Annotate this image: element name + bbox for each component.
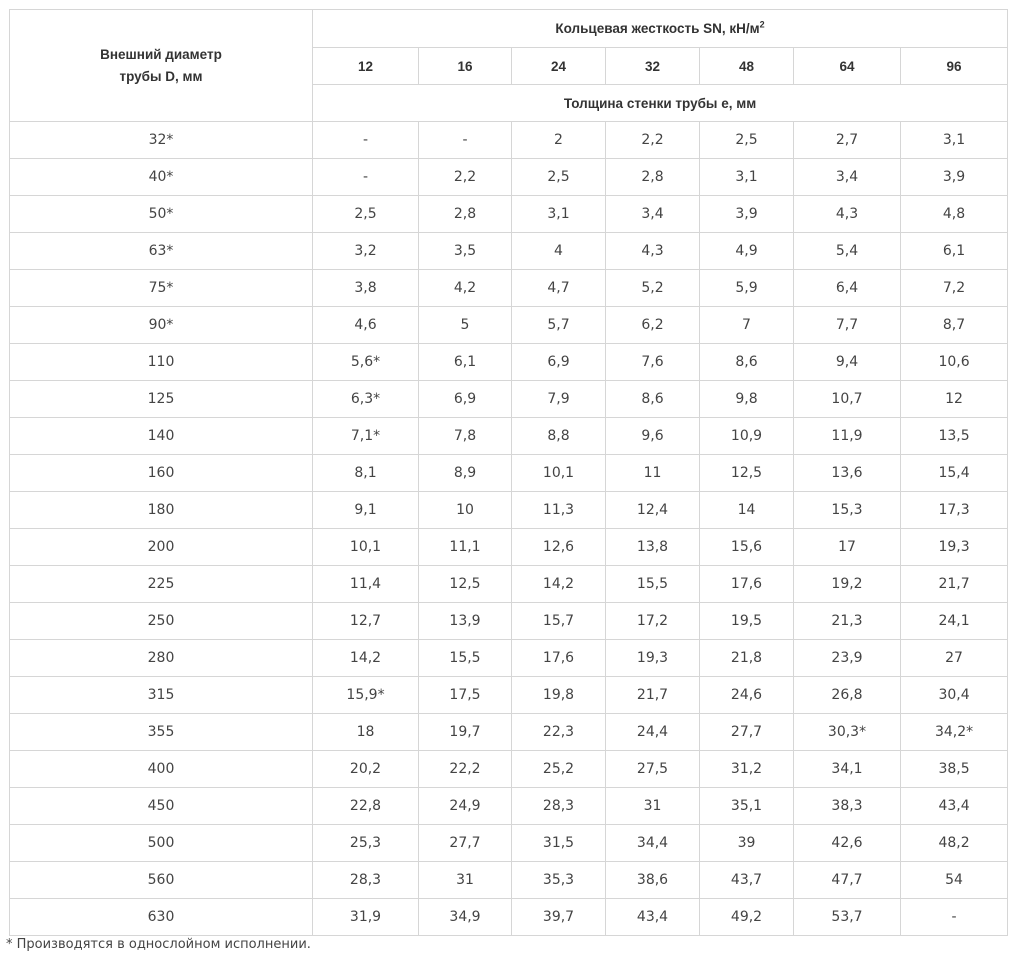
thickness-cell: 6,4	[794, 270, 901, 307]
thickness-cell: 8,8	[512, 418, 606, 455]
thickness-cell: 6,3*	[313, 381, 419, 418]
diameter-cell: 225	[10, 566, 313, 603]
table-header	[10, 10, 1008, 122]
diameter-cell: 180	[10, 492, 313, 529]
thickness-cell: 9,6	[606, 418, 700, 455]
thickness-cell: 24,1	[901, 603, 1008, 640]
table-row	[10, 196, 1008, 233]
thickness-cell: 30,3*	[794, 714, 901, 751]
thickness-cell: 43,4	[901, 788, 1008, 825]
thickness-cell: 3,1	[512, 196, 606, 233]
thickness-cell: 5,2	[606, 270, 700, 307]
thickness-cell: 24,9	[419, 788, 512, 825]
thickness-cell: 35,3	[512, 862, 606, 899]
thickness-cell: 13,6	[794, 455, 901, 492]
thickness-cell: 14	[700, 492, 794, 529]
thickness-cell: 7,1*	[313, 418, 419, 455]
wall-thickness-header: Толщина стенки трубы е, мм	[313, 85, 1008, 122]
diameter-cell: 560	[10, 862, 313, 899]
thickness-cell: 10	[419, 492, 512, 529]
table-row	[10, 270, 1008, 307]
thickness-cell: 4,3	[794, 196, 901, 233]
stiffness-column-header: 48	[700, 48, 794, 85]
thickness-cell: 4,9	[700, 233, 794, 270]
stiffness-column-header: 12	[313, 48, 419, 85]
thickness-cell: 20,2	[313, 751, 419, 788]
thickness-cell: 5,4	[794, 233, 901, 270]
stiffness-column-header: 96	[901, 48, 1008, 85]
thickness-cell: 27,7	[700, 714, 794, 751]
thickness-cell: 22,2	[419, 751, 512, 788]
thickness-cell: 38,3	[794, 788, 901, 825]
thickness-cell: 9,8	[700, 381, 794, 418]
thickness-cell: 12,6	[512, 529, 606, 566]
thickness-cell: 15,5	[419, 640, 512, 677]
thickness-cell: 49,2	[700, 899, 794, 936]
thickness-cell: 15,6	[700, 529, 794, 566]
thickness-cell: 15,9*	[313, 677, 419, 714]
thickness-cell: 13,9	[419, 603, 512, 640]
thickness-cell: 12,5	[419, 566, 512, 603]
thickness-cell: -	[901, 899, 1008, 936]
thickness-cell: 6,1	[901, 233, 1008, 270]
thickness-cell: 10,1	[512, 455, 606, 492]
diameter-cell: 280	[10, 640, 313, 677]
table-row	[10, 788, 1008, 825]
diameter-cell: 50*	[10, 196, 313, 233]
thickness-cell: 2,2	[419, 159, 512, 196]
diameter-cell: 500	[10, 825, 313, 862]
thickness-cell: 42,6	[794, 825, 901, 862]
thickness-cell: 8,6	[606, 381, 700, 418]
thickness-cell: 34,9	[419, 899, 512, 936]
thickness-cell: 14,2	[512, 566, 606, 603]
table-row	[10, 381, 1008, 418]
thickness-cell: 11	[606, 455, 700, 492]
thickness-cell: 34,1	[794, 751, 901, 788]
thickness-cell: 48,2	[901, 825, 1008, 862]
table-row	[10, 677, 1008, 714]
thickness-cell: 3,1	[700, 159, 794, 196]
thickness-cell: 2,5	[700, 122, 794, 159]
diameter-cell: 160	[10, 455, 313, 492]
thickness-cell: 3,5	[419, 233, 512, 270]
thickness-cell: 12,5	[700, 455, 794, 492]
stiffness-column-header: 32	[606, 48, 700, 85]
thickness-cell: 43,4	[606, 899, 700, 936]
table-row	[10, 159, 1008, 196]
thickness-cell: 8,7	[901, 307, 1008, 344]
thickness-cell: 3,1	[901, 122, 1008, 159]
table-row	[10, 603, 1008, 640]
thickness-cell: 31,9	[313, 899, 419, 936]
table-row	[10, 455, 1008, 492]
thickness-cell: 26,8	[794, 677, 901, 714]
thickness-cell: 8,9	[419, 455, 512, 492]
thickness-cell: 27,5	[606, 751, 700, 788]
thickness-cell: 7,7	[794, 307, 901, 344]
thickness-cell: 4,2	[419, 270, 512, 307]
diameter-cell: 140	[10, 418, 313, 455]
thickness-cell: 4,7	[512, 270, 606, 307]
table-row	[10, 566, 1008, 603]
thickness-cell: 17,3	[901, 492, 1008, 529]
thickness-cell: 6,2	[606, 307, 700, 344]
thickness-cell: 19,2	[794, 566, 901, 603]
diameter-cell: 110	[10, 344, 313, 381]
pipe-wall-thickness-table	[9, 9, 1008, 936]
thickness-cell: 27	[901, 640, 1008, 677]
thickness-cell: 21,3	[794, 603, 901, 640]
thickness-cell: 13,8	[606, 529, 700, 566]
thickness-cell: 2,8	[606, 159, 700, 196]
thickness-cell: 2,2	[606, 122, 700, 159]
thickness-cell: 38,5	[901, 751, 1008, 788]
thickness-cell: 2,8	[419, 196, 512, 233]
stiffness-column-header: 64	[794, 48, 901, 85]
thickness-cell: 19,3	[901, 529, 1008, 566]
thickness-cell: 5,7	[512, 307, 606, 344]
diameter-cell: 90*	[10, 307, 313, 344]
table-row	[10, 899, 1008, 936]
thickness-cell: 10,7	[794, 381, 901, 418]
table-row	[10, 344, 1008, 381]
thickness-cell: 3,9	[700, 196, 794, 233]
thickness-cell: 11,1	[419, 529, 512, 566]
thickness-cell: 2,5	[512, 159, 606, 196]
thickness-cell: 24,4	[606, 714, 700, 751]
thickness-cell: 7	[700, 307, 794, 344]
thickness-cell: 23,9	[794, 640, 901, 677]
table-row	[10, 751, 1008, 788]
thickness-cell: 7,6	[606, 344, 700, 381]
thickness-cell: 25,3	[313, 825, 419, 862]
diameter-cell: 63*	[10, 233, 313, 270]
diameter-cell: 450	[10, 788, 313, 825]
table-body	[10, 122, 1008, 936]
table-row	[10, 640, 1008, 677]
thickness-cell: 27,7	[419, 825, 512, 862]
thickness-cell: 11,3	[512, 492, 606, 529]
table-row	[10, 825, 1008, 862]
thickness-cell: 31	[606, 788, 700, 825]
diameter-header-line1: Внешний диаметр	[100, 46, 222, 62]
thickness-cell: 19,5	[700, 603, 794, 640]
thickness-cell: 9,1	[313, 492, 419, 529]
thickness-cell: -	[313, 122, 419, 159]
thickness-cell: 17,5	[419, 677, 512, 714]
thickness-cell: 4,8	[901, 196, 1008, 233]
thickness-cell: 4,6	[313, 307, 419, 344]
thickness-cell: 12,4	[606, 492, 700, 529]
thickness-cell: 39,7	[512, 899, 606, 936]
thickness-cell: 31	[419, 862, 512, 899]
diameter-cell: 125	[10, 381, 313, 418]
thickness-cell: 7,2	[901, 270, 1008, 307]
thickness-cell: 6,9	[512, 344, 606, 381]
thickness-cell: 54	[901, 862, 1008, 899]
stiffness-header-superscript: 2	[759, 19, 765, 30]
thickness-cell: 2	[512, 122, 606, 159]
thickness-cell: 12	[901, 381, 1008, 418]
thickness-cell: 6,1	[419, 344, 512, 381]
thickness-cell: 17	[794, 529, 901, 566]
thickness-cell: 7,9	[512, 381, 606, 418]
thickness-cell: 10,6	[901, 344, 1008, 381]
thickness-cell: 22,3	[512, 714, 606, 751]
thickness-cell: 12,7	[313, 603, 419, 640]
table-row	[10, 714, 1008, 751]
thickness-cell: 13,5	[901, 418, 1008, 455]
table-row	[10, 122, 1008, 159]
footnote: * Производятся в однослойном исполнении.	[6, 937, 311, 952]
thickness-cell: 21,8	[700, 640, 794, 677]
stiffness-header-label: Кольцевая жесткость SN, кН/м	[555, 21, 760, 36]
thickness-cell: 39	[700, 825, 794, 862]
thickness-cell: 2,5	[313, 196, 419, 233]
thickness-cell: 31,5	[512, 825, 606, 862]
thickness-cell: 21,7	[606, 677, 700, 714]
thickness-cell: 43,7	[700, 862, 794, 899]
thickness-cell: 30,4	[901, 677, 1008, 714]
thickness-cell: 28,3	[512, 788, 606, 825]
thickness-cell: 21,7	[901, 566, 1008, 603]
thickness-cell: 2,7	[794, 122, 901, 159]
thickness-cell: -	[313, 159, 419, 196]
thickness-cell: 34,2*	[901, 714, 1008, 751]
thickness-cell: 11,4	[313, 566, 419, 603]
thickness-cell: 6,9	[419, 381, 512, 418]
thickness-cell: 53,7	[794, 899, 901, 936]
thickness-cell: 35,1	[700, 788, 794, 825]
thickness-cell: 19,3	[606, 640, 700, 677]
stiffness-column-header: 24	[512, 48, 606, 85]
thickness-cell: 4	[512, 233, 606, 270]
thickness-cell: 17,6	[512, 640, 606, 677]
thickness-cell: 25,2	[512, 751, 606, 788]
thickness-cell: 10,1	[313, 529, 419, 566]
thickness-cell: 3,2	[313, 233, 419, 270]
diameter-cell: 40*	[10, 159, 313, 196]
diameter-cell: 400	[10, 751, 313, 788]
diameter-cell: 355	[10, 714, 313, 751]
thickness-cell: 7,8	[419, 418, 512, 455]
thickness-cell: 28,3	[313, 862, 419, 899]
table-row	[10, 529, 1008, 566]
thickness-cell: 15,4	[901, 455, 1008, 492]
thickness-cell: 5	[419, 307, 512, 344]
thickness-cell: 19,7	[419, 714, 512, 751]
table-row	[10, 307, 1008, 344]
thickness-cell: 11,9	[794, 418, 901, 455]
thickness-cell: 5,9	[700, 270, 794, 307]
thickness-cell: 15,7	[512, 603, 606, 640]
diameter-column-header	[10, 10, 313, 122]
thickness-cell: 5,6*	[313, 344, 419, 381]
thickness-cell: 17,2	[606, 603, 700, 640]
thickness-cell: 3,4	[606, 196, 700, 233]
thickness-cell: 24,6	[700, 677, 794, 714]
thickness-cell: 19,8	[512, 677, 606, 714]
thickness-cell: 8,1	[313, 455, 419, 492]
diameter-cell: 250	[10, 603, 313, 640]
thickness-cell: 34,4	[606, 825, 700, 862]
thickness-cell: 8,6	[700, 344, 794, 381]
stiffness-column-header: 16	[419, 48, 512, 85]
thickness-cell: 10,9	[700, 418, 794, 455]
thickness-cell: 22,8	[313, 788, 419, 825]
thickness-cell: 9,4	[794, 344, 901, 381]
thickness-cell: 17,6	[700, 566, 794, 603]
thickness-cell: -	[419, 122, 512, 159]
thickness-cell: 38,6	[606, 862, 700, 899]
diameter-header-line2: трубы D, мм	[119, 68, 203, 84]
thickness-cell: 15,3	[794, 492, 901, 529]
thickness-cell: 15,5	[606, 566, 700, 603]
table-row	[10, 492, 1008, 529]
thickness-cell: 4,3	[606, 233, 700, 270]
diameter-cell: 200	[10, 529, 313, 566]
diameter-cell: 75*	[10, 270, 313, 307]
thickness-cell: 18	[313, 714, 419, 751]
thickness-cell: 3,8	[313, 270, 419, 307]
diameter-cell: 32*	[10, 122, 313, 159]
table-row	[10, 418, 1008, 455]
table-row	[10, 233, 1008, 270]
thickness-cell: 47,7	[794, 862, 901, 899]
thickness-cell: 3,4	[794, 159, 901, 196]
diameter-cell: 630	[10, 899, 313, 936]
thickness-cell: 3,9	[901, 159, 1008, 196]
diameter-cell: 315	[10, 677, 313, 714]
table-row	[10, 862, 1008, 899]
thickness-cell: 31,2	[700, 751, 794, 788]
thickness-cell: 14,2	[313, 640, 419, 677]
stiffness-header	[313, 10, 1008, 48]
